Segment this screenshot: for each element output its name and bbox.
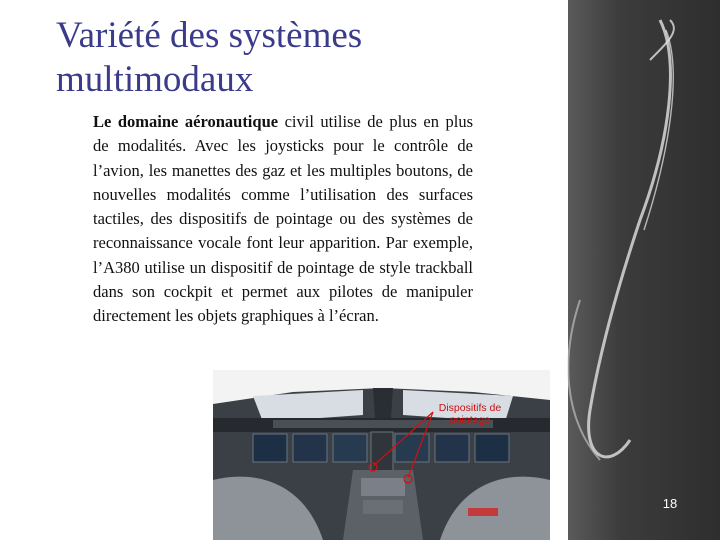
cockpit-photo: [213, 370, 550, 540]
image-annotation: [432, 402, 508, 426]
body-emphasis: Le domaine aéronautique: [93, 112, 279, 131]
body-text: civil utilise de plus en plus de modalités. Avec les joysticks pour le contrôle de l’avion, les manettes des gaz et les multiples boutons, de nouvelles modalités comme l’utilisation des surfaces tactiles, des dispositifs de pointage ou des systèmes de reconnaissance vocale font leur apparition. Par exemple, l’A380 utilise un dispositif de pointage de style trackball dans son cockpit et permet aux pilotes de manipuler directement les objets graphiques à l’écran.: [93, 112, 473, 326]
cockpit-illustration: [213, 370, 550, 540]
annotation-line-1: Dispositifs de: [438, 402, 502, 414]
annotation-line-2: pointage: [449, 414, 491, 426]
body-paragraph: [93, 110, 473, 329]
page-number: 18: [662, 496, 678, 511]
slide-title: Variété des systèmes multimodaux: [56, 15, 363, 100]
decorative-flourish: [520, 0, 720, 540]
